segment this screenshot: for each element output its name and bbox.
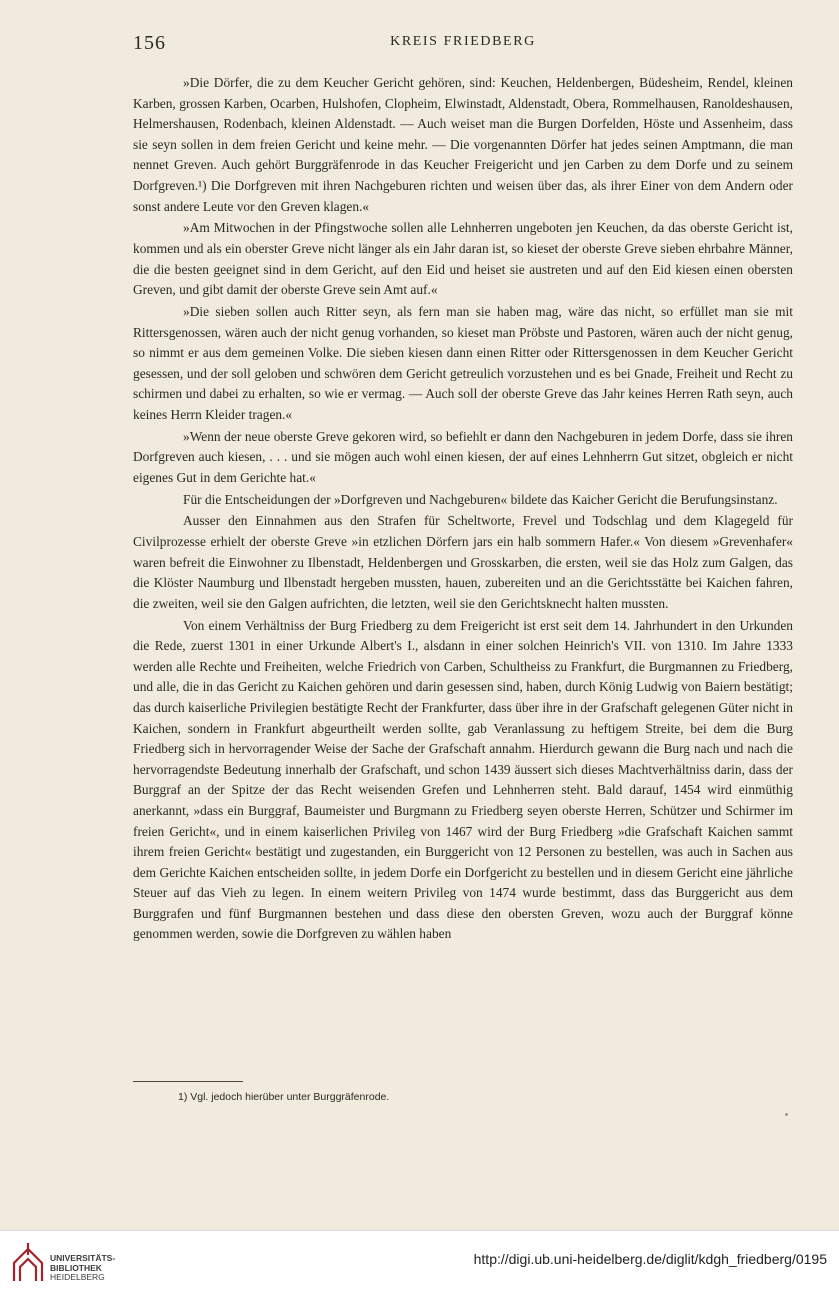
- paper-speck: [785, 1113, 788, 1116]
- viewer-footer: [0, 1230, 839, 1292]
- paragraph: Ausser den Einnahmen aus den Strafen für Scheltworte, Frevel und Todschlag und dem Klagegeld für Civilprozesse erhielt der oberste Greve »in etzlichen Dörfern jars ein halb sommern Hafer.« Von diesem »Grevenhafer« waren befreit die Einwohner zu Ilbenstadt, Heldenbergen und Grosskarben, die ersten, weil sie das Holz zum Galgen, das die Klöster Naumburg und Ilbenstadt hergeben mussten, hauen, zubereiten und an die Gerichtsstätte bei Kaichen fahren, die zweiten, weil sie den Galgen aufrichten, die letzten, weil sie den Gerichtsknecht halten mussten.: [133, 513, 793, 611]
- paragraph: Für die Entscheidungen der »Dorfgreven und Nachgeburen« bildete das Kaicher Gericht die Berufungsinstanz.: [183, 491, 778, 507]
- paragraph: »Wenn der neue oberste Greve gekoren wird, so befiehlt er dann den Nachgeburen in jedem Dorfe, dass sie ihren Dorfgreven auch kiesen, . . . und sie mögen auch wohl einen kiesen, der auf eines Lehnherrn Gut sitzet, obgleich er nicht eigenes Gut in dem Gerichte hat.«: [133, 428, 793, 485]
- page-number: 156: [133, 32, 166, 54]
- paragraph: Von einem Verhältniss der Burg Friedberg zu dem Freigericht ist erst seit dem 14. Jahrhundert in den Urkunden die Rede, zuerst 1301 in einer Urkunde Albert's I., alsdann in einer solchen Heinrich's VII. von 1310. Im Jahre 1333 werden alle Rechte und Freiheiten, welche Friedrich von Carben, Schultheiss zu Frankfurt, die Burgmannen zu Friedberg, und alle, die in das Gericht zu Kaichen gehören und darin gesessen sind, haben, durch König Ludwig von Baiern bestätigt; das durch kaiserliche Privilegien bestätigte Recht der Frankfurter, dass über ihre in der Grafschaft gelegenen Güter nicht in Kaichen, sondern in Frankfurt abgeurtheilt werden sollte, gab Veranlassung zu heftigem Streite, bei dem die Burg Friedberg sich in hervorragender Weise der Sache der Grafschaft annahm. Hierdurch gewann die Burg nach und nach die hervorragendste Bedeutung innerhalb der Grafschaft, und schon 1439 äussert sich dieses Machtverhältniss darin, dass der Burggraf an der Spitze der das Recht weisenden Grefen und Lehnherren steht. Bald darauf, 1454 wird einmüthig anerkannt, »dass ein Burggraf, Baumeister und Burgmann zu Friedberg seyen oberste Herren, Schützer und Schirmer im freien Gericht«, und in einem kaiserlichen Privileg von 1467 wird der Burg Friedberg »die Grafschaft Kaichen sammt ihrem freien Gericht« bestätigt und zugestanden, ein Burggericht von 12 Personen zu bestellen, was auch in Sachen aus dem Gerichte Kaichen entscheiden sollte, in jedem Dorfe ein Dorfgericht zu bestellen und in diesem Gericht eine jährliche Steuer auf das Vieh zu legen. In einem weitern Privileg von 1474 wurde bestimmt, dass das Burggericht aus dem Burggrafen und fünf Burgmannen bestehen und dass diese den obersten Greven, wozu auch der Burggraf könne genommen werden, sowie die Dorfgreven zu wählen haben: [133, 617, 793, 942]
- library-logo-icon: [10, 1241, 46, 1283]
- paragraph: »Die Dörfer, die zu dem Keucher Gericht gehören, sind: Keuchen, Heldenbergen, Büdesheim, Rendel, kleinen Karben, grossen Karben, Ocarben, Hulshofen, Clopheim, Elwinstadt, Aldenstadt, Obera, Rommelhausen, Ranoldeshausen, Helmershausen, Rodenbach, kleinen Aldenstadt. — Auch weiset man die Burgen Dorfelden, Höste und Assenheim, dass sie seyn sollen in dem freien Gericht und keine mehr. — Die vorgenannten Dörfer hat jedes seinen Amptmann, die man nennet Greven. Auch gehört Burggräfenrode in das Keucher Freigericht und jen Carben zu dem Dorfe und zu seinem Dorfgreven.¹) Die Dorfgreven mit ihren Nachgeburen richten und weisen über das, als ihrer Einer von dem Andern oder sonst andere Leute vor den Greven klagen.«: [133, 75, 793, 214]
- footnote-divider: [133, 1081, 243, 1082]
- paragraph: »Am Mitwochen in der Pfingstwoche sollen alle Lehnherren ungeboten jen Keuchen, da das oberste Gericht ist, kommen und als ein oberster Greve nicht länger als ein Jahr daran ist, so kieset der oberste Greve sieben ehrbahre Männer, die die besten geeignet sind in dem Gericht, auf den Eid und heiset sie austreten und auf den Eid kiesen einen obersten Greven, und gibt damit der oberste Greve sein Amt auf.«: [133, 220, 793, 298]
- footnote: 1) Vgl. jedoch hierüber unter Burggräfenrode.: [178, 1091, 390, 1103]
- paragraph: »Die sieben sollen auch Ritter seyn, als fern man sie haben mag, wäre das nicht, so erfüllet man sie mit Rittersgenossen, wären auch der nicht genug vorhanden, so kieset man Pröbste und Pastoren, wären auch der nicht genug, so nimmt er aus dem gemeinen Volke. Die sieben kiesen dann einen Ritter oder Rittersgenossen in dem Keucher Gericht gesessen, und der soll geloben und schwören dem Gericht getreulich vorzustehen und es bei Gnade, Freiheit und Recht zu schirmen und dabei zu erhalten, so wie er vermag. — Auch soll der oberste Greve das Jahr keines Herren Rath seyn, auch keines Herrn Kleider tragen.«: [133, 303, 793, 422]
- permalink-url[interactable]: http://digi.ub.uni-heidelberg.de/diglit/kdgh_friedberg/0195: [473, 1251, 827, 1267]
- running-title: KREIS FRIEDBERG: [390, 34, 536, 49]
- library-logo-text: UNIVERSITÄTS- BIBLIOTHEK HEIDELBERG: [50, 1253, 116, 1282]
- library-logo[interactable]: [10, 1241, 130, 1283]
- page-header: [133, 32, 793, 54]
- body-text: [133, 73, 793, 946]
